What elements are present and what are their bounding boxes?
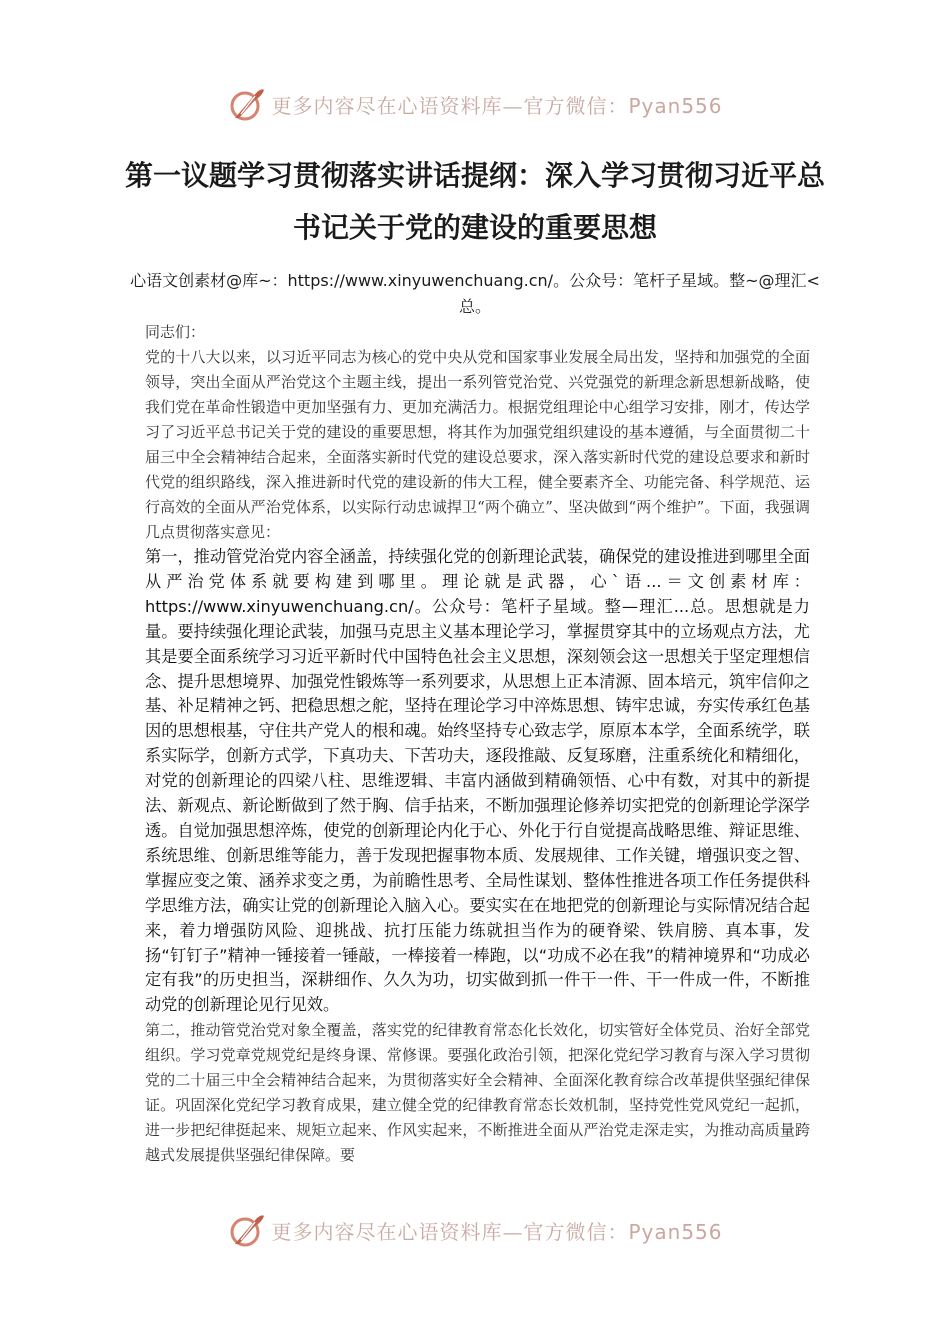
greeting: 同志们：: [145, 323, 206, 341]
quill-logo-icon: [227, 1210, 267, 1250]
watermark-text: 更多内容尽在心语资料库—官方微信：Pyan556: [271, 1219, 723, 1244]
paragraph-first-point: 第一，推动管党治党内容全涵盖，持续强化党的创新理论武装，确保党的建设推进到哪里全面从严治党体系就要构建到哪里。理论就是武器，心`语...＝文创素材库：https://www.xinyuwenchuang.cn/。公众号：笔杆子星域。整—理汇...总。思想就是力量。要持续强化理论武装，加强马克思主义基本理论学习，掌握贯穿其中的立场观点方法，尤其是要全面系统学习习近平新时代中国特色社会主义思想，深刻领会这一思想关于坚定理想信念、提升思想境界、加强党性锻炼等一系列要求，从思想上正本清源、固本培元，筑牢信仰之基、补足精神之钙、把稳思想之舵，坚持在理论学习中淬炼思想、铸牢忠诚，夯实传承红色基因的思想根基，守住共产党人的根和魂。始终坚持专心致志学，原原本本学，全面系统学，联系实际学，创新方式学，下真功夫、下苦功夫，逐段推敲、反复琢磨，注重系统化和精细化，对党的创新理论的四梁八柱、思维逻辑、丰富内涵做到精确领悟、心中有数，对其中的新提法、新观点、新论断做到了然于胸、信手拈来，不断加强理论修养切实把党的创新理论学深学透。自觉加强思想淬炼，使党的创新理论内化于心、外化于行自觉提高战略思维、辩证思维、系统思维、创新思维等能力，善于发现把握事物本质、发展规律、工作关键，增强识变之智、掌握应变之策、涵养求变之勇，为前瞻性思考、全局性谋划、整体性推进各项工作任务提供科学思维方法，确实让党的创新理论入脑入心。要实实在在地把党的创新理论与实际情况结合起来，着力增强防风险、迎挑战、抗打压能力练就担当作为的硬脊梁、铁肩膀、真本事，发扬“钉钉子”精神一锤接着一锤敲，一棒接着一棒跑，以“功成不必在我”的精神境界和“功成必定有我”的历史担当，深耕细作、久久为功，切实做到抓一件干一件、干一件成一件，不断推动党的创新理论见行见效。: [145, 547, 810, 1015]
document-body: [145, 320, 810, 1168]
paragraph-second-point: 第二，推动管党治党对象全覆盖，落实党的纪律教育常态化长效化，切实管好全体党员、治好全部党组织。学习党章党规党纪是终身课、常修课。要强化政治引领，把深化党纪学习教育与深入学习贯彻党的二十届三中全会精神结合起来，为贯彻落实好全会精神、全面深化教育综合改革提供坚强纪律保证。巩固深化党纪学习教育成果，建立健全党的纪律教育常态长效机制，坚持党性党风党纪一起抓，进一步把纪律挺起来、规矩立起来、作风实起来，不断推进全面从严治党走深走实，为推动高质量跨越式发展提供坚强纪律保障。要: [145, 1021, 810, 1165]
source-line: 心语文创素材@库~：https://www.xinyuwenchuang.cn/。公众号：笔杆子星域。整~@理汇<总。: [130, 271, 820, 316]
quill-logo-icon: [227, 84, 267, 124]
watermark-banner-top: [0, 82, 950, 126]
document-title: 第一议题学习贯彻落实讲话提纲：深入学习贯彻习近平总书记关于党的建设的重要思想: [124, 159, 825, 244]
watermark-banner-bottom: [0, 1208, 950, 1252]
paragraph-intro: 党的十八大以来，以习近平同志为核心的党中央从党和国家事业发展全局出发，坚持和加强党的全面领导，突出全面从严治党这个主题主线，提出一系列管党治党、兴党强党的新理念新思想新战略，使我们党在革命性锻造中更加坚强有力、更加充满活力。根据党组理论中心组学习安排，刚才，传达学习了习近平总书记关于党的建设的重要思想，将其作为加强党组织建设的基本遵循，与全面贯彻二十届三中全会精神结合起来，全面落实新时代党的建设总要求，深入落实新时代党的建设总要求和新时代党的组织路线，深入推进新时代党的建设新的伟大工程，健全要素齐全、功能完备、科学规范、运行高效的全面从严治党体系，以实际行动忠诚捍卫“两个确立”、坚决做到“两个维护”。下面，我强调几点贯彻落实意见：: [145, 348, 810, 541]
watermark-text: 更多内容尽在心语资料库—官方微信：Pyan556: [271, 93, 723, 118]
